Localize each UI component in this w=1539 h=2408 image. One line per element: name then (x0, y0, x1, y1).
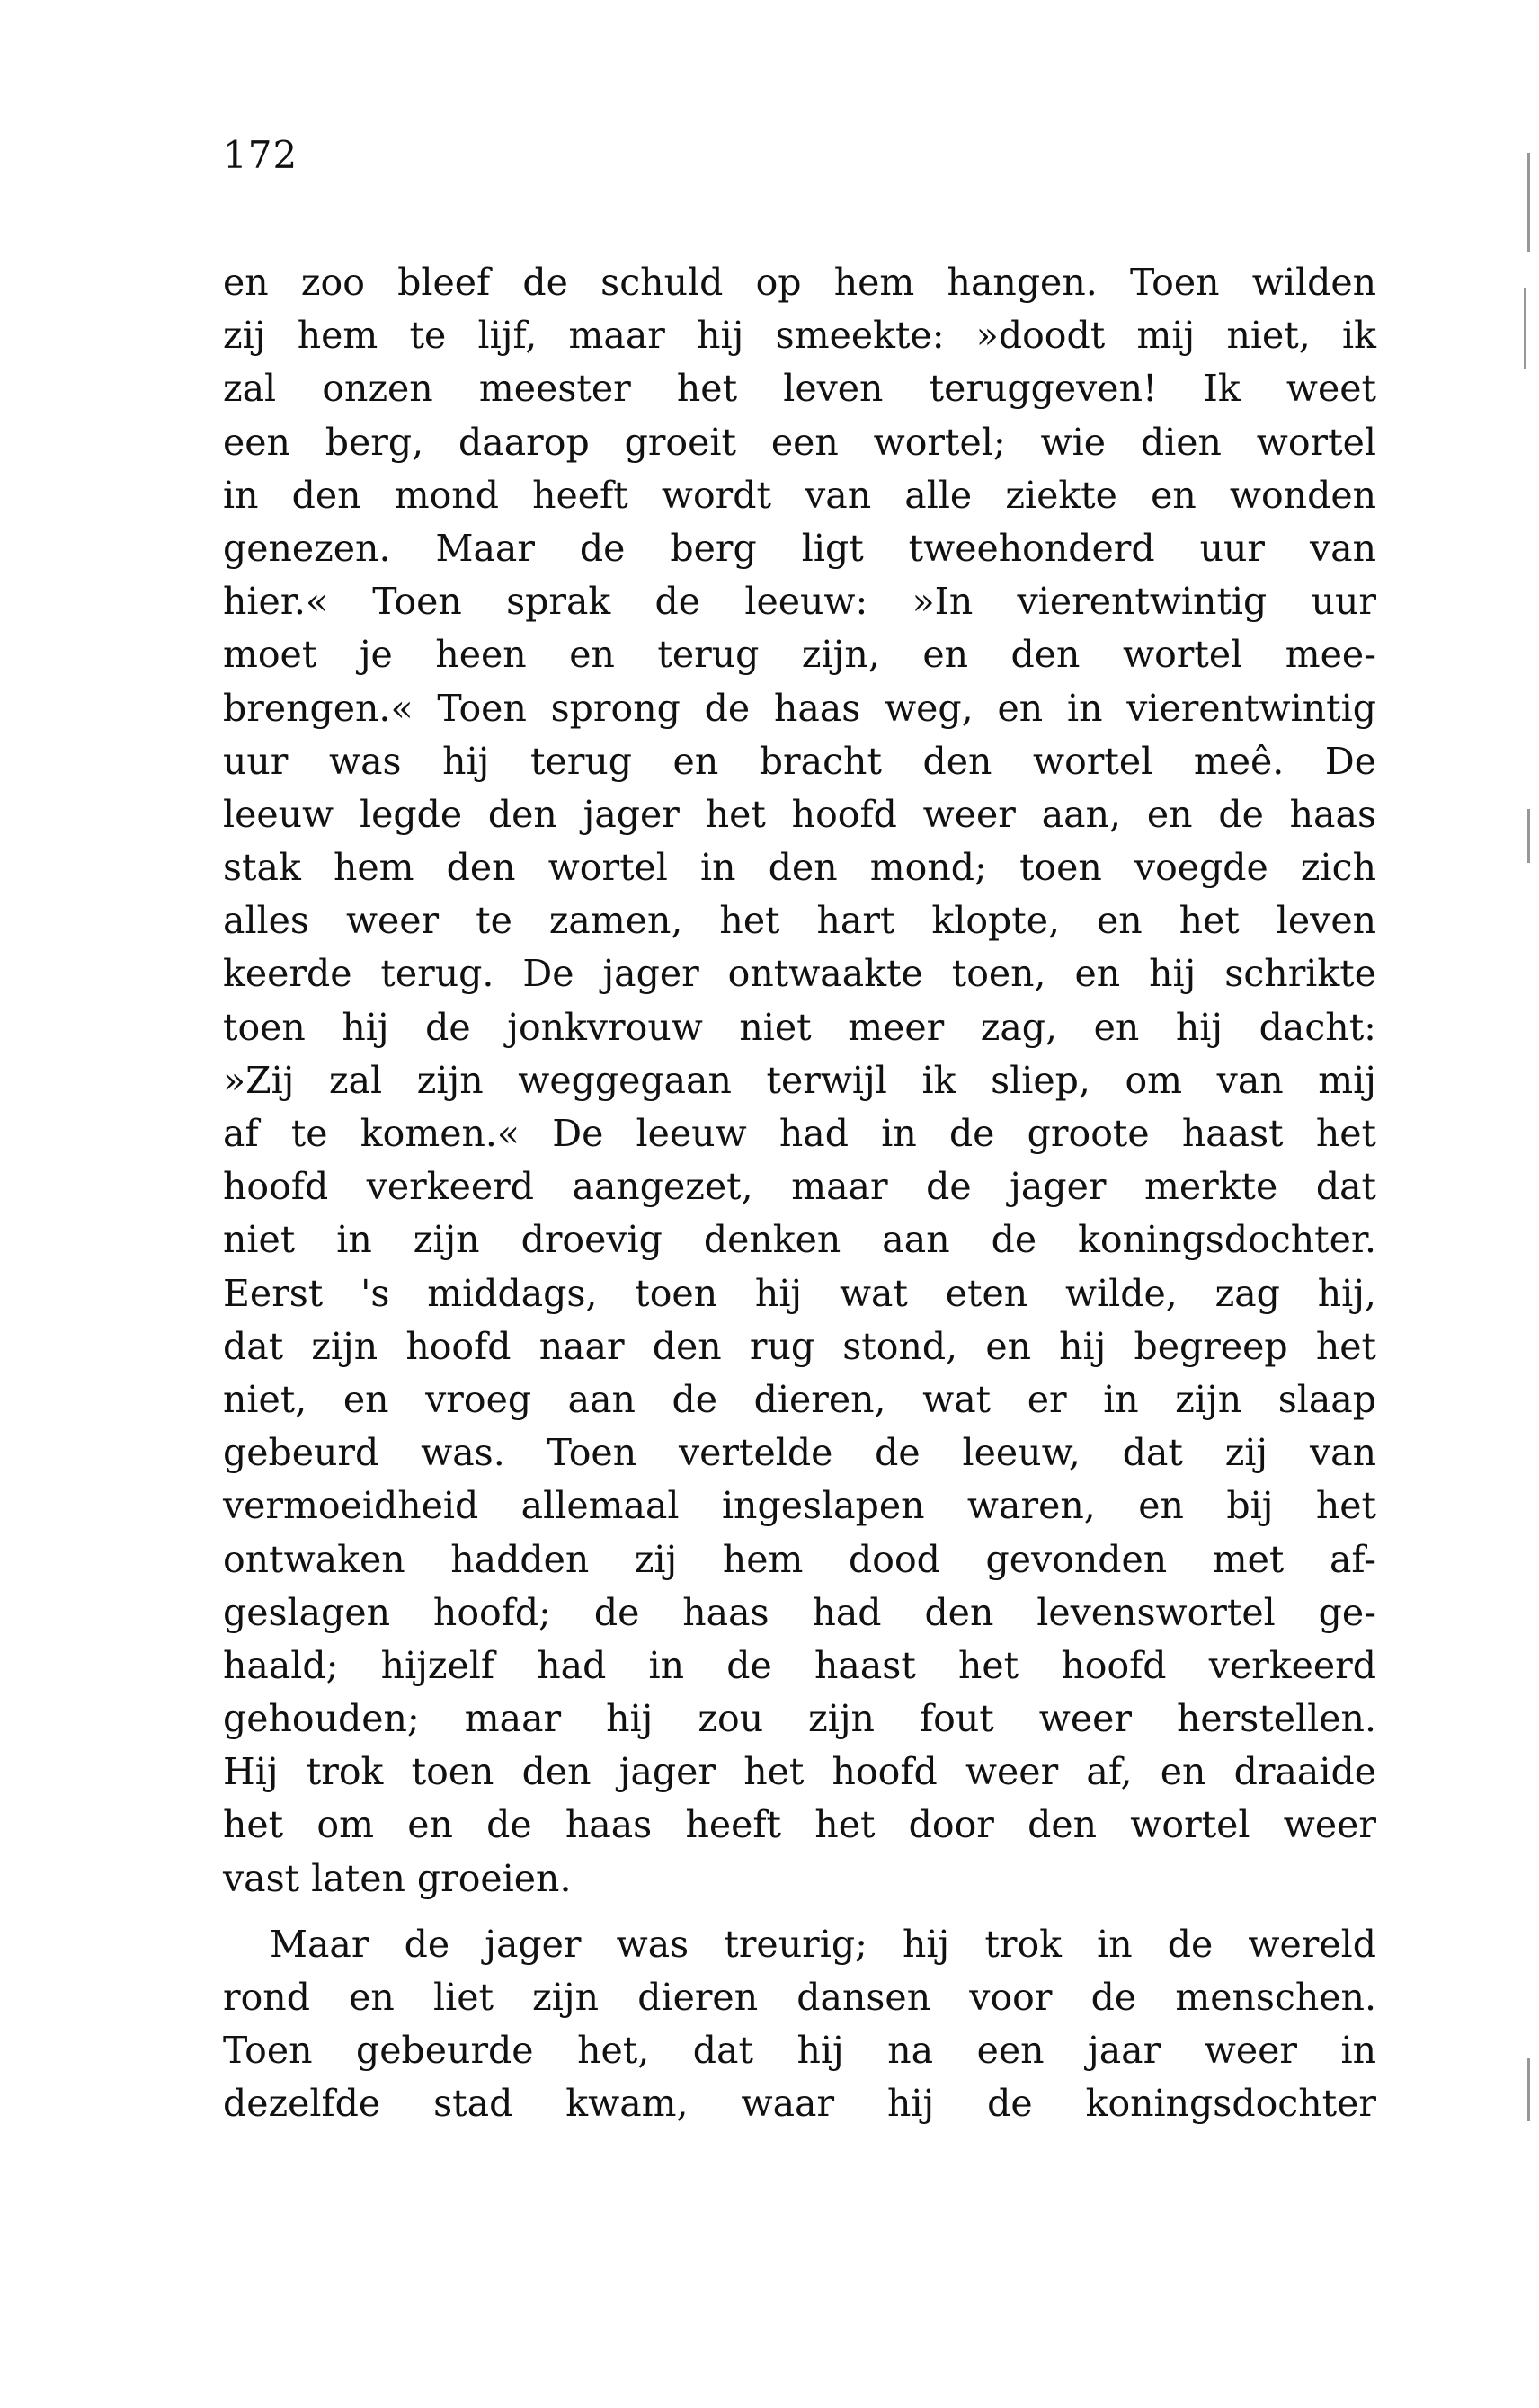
text-line: het om en de haas heeft het door den wortel weer (223, 1803, 1376, 1847)
text-line: Toen gebeurde het, dat hij na een jaar weer in (223, 2029, 1376, 2073)
text-line: stak hem den wortel in den mond; toen voegde zich (223, 846, 1376, 890)
text-line: brengen.« Toen sprong de haas weg, en in vierentwintig (223, 686, 1376, 730)
scan-edge-marks (1512, 0, 1539, 2408)
text-line: in den mond heeft wordt van alle ziekte en wonden (223, 473, 1376, 517)
body-text (223, 256, 1376, 2131)
scan-artifact (1527, 809, 1530, 863)
text-line: toen hij de jonkvrouw niet meer zag, en hij dacht: (223, 1005, 1376, 1049)
text-line: hier.« Toen sprak de leeuw: »In vierentwintig uur (223, 580, 1376, 624)
text-line: niet, en vroeg aan de dieren, wat er in zijn slaap (223, 1377, 1376, 1421)
text-line: dezelfde stad kwam, waar hij de koningsdochter (223, 2082, 1376, 2126)
text-line: gebeurd was. Toen vertelde de leeuw, dat zij van (223, 1431, 1376, 1475)
text-line: gehouden; maar hij zou zijn fout weer herstellen. (223, 1697, 1376, 1741)
text-line: genezen. Maar de berg ligt tweehonderd uur van (223, 526, 1376, 570)
paragraph-gap (223, 1906, 1376, 1918)
paragraph-1 (223, 256, 1376, 1906)
text-line: hoofd verkeerd aangezet, maar de jager merkte dat (223, 1165, 1376, 1209)
text-line: geslagen hoofd; de haas had den levenswortel ge- (223, 1590, 1376, 1634)
text-line: »Zij zal zijn weggegaan terwijl ik sliep, om van mij (223, 1058, 1376, 1102)
text-line: alles weer te zamen, het hart klopte, en het leven (223, 899, 1376, 943)
scan-artifact (1524, 288, 1526, 369)
paragraph-2 (223, 1918, 1376, 2131)
text-line: zal onzen meester het leven teruggeven! Ik weet (223, 367, 1376, 411)
text-line: ontwaken hadden zij hem dood gevonden met af- (223, 1537, 1376, 1581)
text-line: leeuw legde den jager het hoofd weer aan, en de haas (223, 792, 1376, 836)
text-line: Hij trok toen den jager het hoofd weer af, en draaide (223, 1750, 1376, 1794)
text-line: moet je heen en terug zijn, en den wortel mee- (223, 633, 1376, 677)
text-line: Eerst 's middags, toen hij wat eten wilde, zag hij, (223, 1271, 1376, 1315)
text-line: keerde terug. De jager ontwaakte toen, en hij schrikte (223, 952, 1376, 996)
text-line: vermoeidheid allemaal ingeslapen waren, en bij het (223, 1484, 1376, 1528)
text-line: haald; hijzelf had in de haast het hoofd verkeerd (223, 1643, 1376, 1687)
text-line: niet in zijn droevig denken aan de koningsdochter. (223, 1218, 1376, 1262)
scan-artifact (1527, 153, 1530, 252)
text-line: een berg, daarop groeit een wortel; wie dien wortel (223, 420, 1376, 464)
text-line: en zoo bleef de schuld op hem hangen. Toen wilden (223, 261, 1376, 304)
text-line: Maar de jager was treurig; hij trok in de wereld (270, 1922, 1376, 1966)
text-line: vast laten groeien. (223, 1856, 572, 1900)
text-line: af te komen.« De leeuw had in de groote haast het (223, 1112, 1376, 1155)
text-line: zij hem te lijf, maar hij smeekte: »doodt mij niet, ik (223, 314, 1376, 358)
text-line: dat zijn hoofd naar den rug stond, en hij begreep het (223, 1324, 1376, 1368)
text-line: rond en liet zijn dieren dansen voor de menschen. (223, 1976, 1376, 2019)
page-number: 172 (223, 133, 298, 177)
text-line: uur was hij terug en bracht den wortel meê. De (223, 739, 1376, 783)
scan-artifact (1527, 2058, 1530, 2121)
